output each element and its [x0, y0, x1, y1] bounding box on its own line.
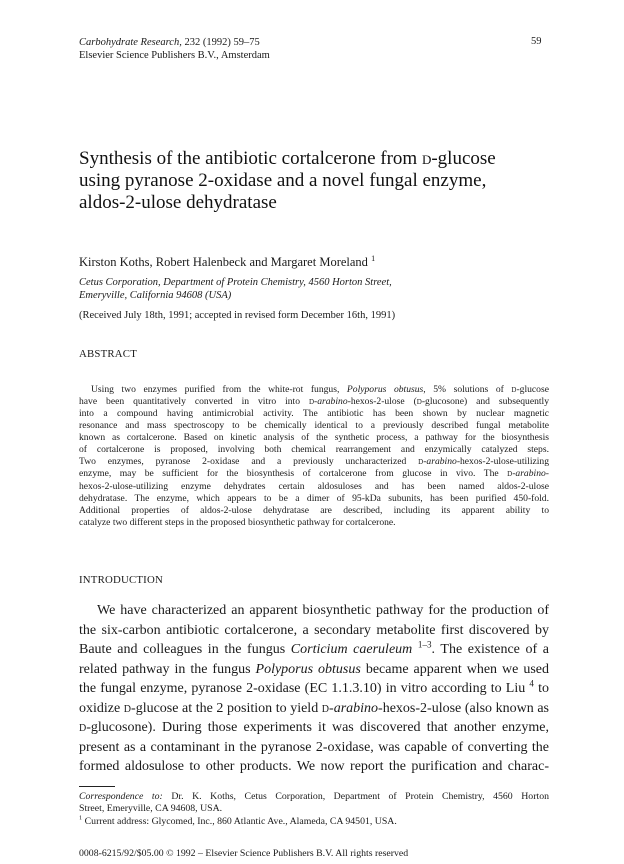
title-d-prefix: d [421, 148, 432, 169]
introduction-body [79, 601, 549, 777]
page-number: 59 [531, 36, 542, 47]
abstract-line: resonance and mass spectroscopy to be chemically identical to a previously described fungal metabolite [79, 420, 549, 432]
abstract-line: catalyze two different steps in the proposed biosynthetic pathway for cortalcerone. [79, 516, 396, 528]
intro-line: related pathway in the fungus Polyporus obtusus became apparent when we used [79, 661, 549, 677]
affiliation-line-1: Cetus Corporation, Department of Protein Chemistry, 4560 Horton Street, [79, 277, 392, 288]
abstract-heading: ABSTRACT [79, 348, 137, 360]
abstract-line: have been quantitatively converted in vitro into d-arabino-hexos-2-ulose (d-glucosone) and subsequently [79, 396, 549, 408]
journal-name: Carbohydrate Research, [79, 37, 182, 48]
footnotes [79, 791, 549, 828]
title-line-3: aldos-2-ulose dehydratase [79, 192, 277, 213]
title-line-2: using pyranose 2-oxidase and a novel fungal enzyme, [79, 170, 487, 191]
intro-line: d-glucosone). During those experiments it was discovered that another enzyme, [79, 720, 549, 735]
abstract-line: hexos-2-ulose-utilizing enzyme dehydrates certain aldosuloses and has been named aldos-2-ulose [79, 480, 549, 492]
title-line-1: Synthesis of the antibiotic cortalcerone from [79, 148, 422, 169]
introduction-heading: INTRODUCTION [79, 574, 163, 586]
abstract-line: dehydratase. The enzyme, which appears to be a dimer of 95-kDa subunits, has been purified 450-fold. [79, 492, 549, 504]
footnote-line: Correspondence to: Dr. K. Koths, Cetus Corporation, Department of Protein Chemistry, 4560 Horton [79, 791, 549, 802]
journal-issue: 232 (1992) 59–75 [184, 37, 260, 48]
copyright-line: 0008-6215/92/$05.00 © 1992 – Elsevier Science Publishers B.V. All rights reserved [79, 848, 409, 859]
intro-line: formed aldosulose to other products. We now report the purification and charac- [79, 759, 549, 774]
received-dates: (Received July 18th, 1991; accepted in revised form December 16th, 1991) [79, 310, 396, 321]
abstract-line: enzyme, may be sufficient for the biosynthesis of cortalcerone from glucose in vivo. The d-arabino- [79, 468, 549, 480]
intro-line: oxidize d-glucose at the 2 position to yield d-arabino-hexos-2-ulose (also known as [79, 700, 549, 716]
title-line-1-end: -glucose [431, 148, 496, 169]
article-title [79, 148, 496, 214]
affiliation [79, 277, 392, 303]
author-list [79, 255, 375, 270]
footnote-line: $^1$ Current address: Glycomed, Inc., 860 Atlantic Ave., Alameda, CA 94501, USA. [79, 814, 397, 827]
affiliation-line-2: Emeryville, California 94608 (USA) [79, 289, 232, 301]
author-footnote-mark: 1 [371, 253, 376, 263]
footnote-divider [79, 786, 115, 787]
abstract-line: into a compound having antimicrobial activity. The antibiotic has been shown by nuclear magnetic [79, 408, 549, 420]
intro-line: the fungal enzyme, pyranose 2-oxidase (EC 1.1.3.10) in vitro according to Liu $^4$ to [79, 678, 550, 696]
intro-line: Baute and colleagues in the fungus Corticium caeruleum $^{1-3}$. The existence of a [79, 639, 549, 657]
intro-line: We have characterized an apparent biosynthetic pathway for the production of [97, 603, 549, 618]
abstract-line: Additional properties of aldos-2-ulose dehydratase are described, including its apparent ability to [79, 504, 549, 516]
publisher: Elsevier Science Publishers B.V., Amsterdam [79, 50, 270, 61]
footnote-line: Street, Emeryville, CA 94608, USA. [79, 803, 223, 815]
intro-line: the six-carbon antibiotic cortalcerone, a secondary metabolite first discovered by [79, 622, 549, 638]
abstract-line: known as cortalcerone. Based on kinetic analysis of the synthetic process, a pathway for the biosynthesis [79, 432, 549, 444]
journal-header [79, 36, 270, 62]
author-names: Kirston Koths, Robert Halenbeck and Margaret Moreland [79, 255, 368, 269]
intro-line: present as a contaminant in the pyranose 2-oxidase, was capable of converting the [79, 739, 549, 755]
abstract-line: Using two enzymes purified from the white-rot fungus, Polyporus obtusus, 5% solutions of d-glucose [91, 384, 549, 395]
abstract-body [79, 384, 549, 529]
abstract-line: of cortalcerone is proposed, involving both chemical rearrangement and enzymically catalyzed steps. [79, 444, 549, 456]
abstract-line: Two enzymes, pyranose 2-oxidase and a previously uncharacterized d-arabino-hexos-2-ulose-utilizing [79, 456, 549, 468]
